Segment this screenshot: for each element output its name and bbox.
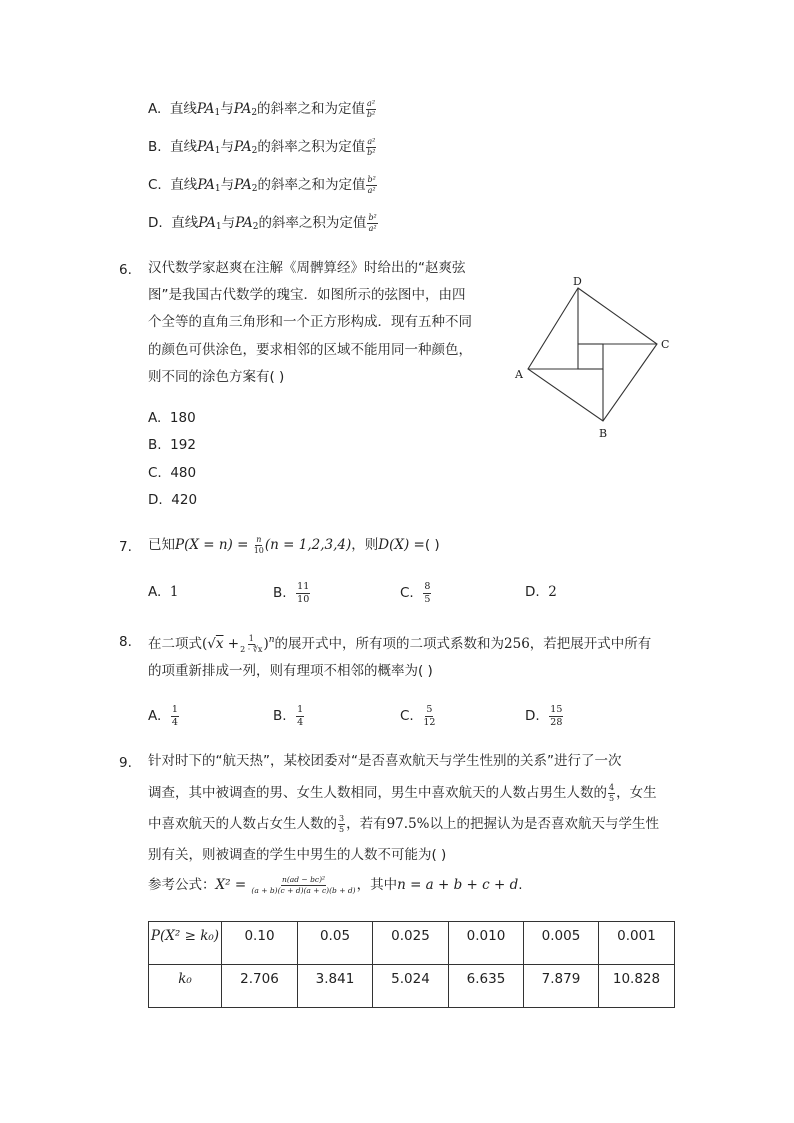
question-text-line: 汉代数学家赵爽在注解《周髀算经》时给出的“赵爽弦 — [148, 260, 466, 276]
reference-formula: 参考公式：X² = $\frac{\text{n(ad − bc)²}}{(a + b)(c + d)(a + c)(b + d)}$ ，其中n = a + b + c + d. — [148, 875, 523, 895]
question-text-line: 则不同的涂色方案有( ) — [148, 369, 285, 385]
question-text-line: 调查，其中被调查的男、女生人数相同，男生中喜欢航天的人数占男生人数的 $\frac{4}{5}$ ，女生 — [148, 782, 657, 803]
fraction: $\frac{\text{a²}}{\text{b²}}$ — [366, 98, 376, 119]
table-cell: 2.706 — [222, 965, 298, 1008]
question-number: 9. — [119, 755, 132, 771]
question-text-line: 个全等的直角三角形和一个正方形构成．现有五种不同 — [148, 314, 472, 330]
fraction: $\frac{3}{5}$ — [339, 813, 345, 834]
q5-option-d[interactable]: D. 直线$PA_1$与$PA_2$的斜率之积为定值 $\frac{\text{b²}}{\text{a²}}$ — [148, 212, 377, 233]
table-cell: 0.05 — [298, 922, 373, 965]
vertex-label-b: B — [599, 427, 608, 440]
table-cell: 3.841 — [298, 965, 373, 1008]
q5-option-b[interactable]: B. 直线$PA_1$与$PA_2$的斜率之积为定值 $\frac{\text{a²}}{\text{b²}}$ — [148, 136, 376, 157]
fraction: $\frac{n}{10}$ — [253, 534, 264, 555]
table-cell: 5.024 — [373, 965, 449, 1008]
fraction: $\frac{4}{5}$ — [609, 782, 615, 803]
table-cell: 0.010 — [449, 922, 524, 965]
table-cell: 0.10 — [222, 922, 298, 965]
q8-option-d[interactable]: D. $\frac{15}{28}$ — [525, 704, 563, 728]
q7-option-c[interactable]: C. $\frac{8}{5}$ — [400, 581, 431, 605]
question-stem-line-2: 的项重新排成一列，则有理项不相邻的概率为( ) — [148, 663, 433, 679]
fraction: $\frac{11}{10}$ — [297, 581, 310, 605]
question-number: 7. — [119, 539, 132, 555]
table-cell: 0.025 — [373, 922, 449, 965]
zhao-shuang-chord-figure — [505, 270, 685, 445]
table-cell: 0.005 — [524, 922, 599, 965]
fraction: $\frac{8}{5}$ — [424, 581, 431, 605]
q7-option-b[interactable]: B. $\frac{11}{10}$ — [273, 581, 310, 605]
q8-option-a[interactable]: A. $\frac{1}{4}$ — [148, 704, 178, 728]
q8-option-c[interactable]: C. $\frac{5}{12}$ — [400, 704, 436, 728]
table-cell: k₀ — [149, 965, 222, 1008]
fraction: $\frac{1}{4}$ — [297, 704, 304, 728]
table-cell: 6.635 — [449, 965, 524, 1008]
q6-option-d[interactable]: D. 420 — [148, 492, 198, 508]
question-stem-line-1: 在二项式(√x + $\frac{1}{2 \cdot ∜x}$ )$^n$的展开式中，所有项的二项式系数和为256，若把展开式中所有 — [148, 633, 652, 654]
q8-option-b[interactable]: B. $\frac{1}{4}$ — [273, 704, 304, 728]
vertex-label-a: A — [515, 368, 523, 381]
question-text-line: 针对时下的“航天热”，某校团委对“是否喜欢航天与学生性别的关系”进行了一次 — [148, 753, 622, 769]
q6-option-c[interactable]: C. 480 — [148, 465, 197, 481]
table-row — [149, 922, 675, 965]
table-cell: P(X² ≥ k₀) — [149, 922, 222, 965]
q7-option-d[interactable]: D. 2 — [525, 584, 557, 600]
question-text-line: 图”是我国古代数学的瑰宝．如图所示的弦图中，由四 — [148, 287, 466, 303]
table-cell: 0.001 — [599, 922, 675, 965]
question-text-line: 中喜欢航天的人数占女生人数的 $\frac{3}{5}$ ，若有97.5%以上的把握认为是否喜欢航天与学生性 — [148, 813, 659, 834]
fraction: $\frac{\text{a²}}{\text{b²}}$ — [367, 136, 376, 157]
critical-value-table — [148, 921, 675, 1008]
q7-option-a[interactable]: A. 1 — [148, 584, 179, 600]
fraction: $\frac{\text{b²}}{\text{a²}}$ — [368, 212, 377, 233]
fraction: $\frac{5}{12}$ — [423, 704, 436, 728]
vertex-label-c: C — [661, 338, 670, 351]
table-row — [149, 965, 675, 1008]
q5-option-c[interactable]: C. 直线$PA_1$与$PA_2$的斜率之和为定值 $\frac{\text{b²}}{\text{a²}}$ — [148, 174, 376, 195]
fraction: $\frac{\text{b²}}{\text{a²}}$ — [367, 174, 376, 195]
question-text-line: 的颜色可供涂色，要求相邻的区域不能用同一种颜色， — [148, 342, 472, 358]
question-text-line: 别有关，则被调查的学生中男生的人数不可能为( ) — [148, 847, 447, 863]
question-number: 6. — [119, 262, 132, 278]
outer-square — [528, 288, 657, 421]
fraction: $\frac{1}{2 \cdot ∜x}$ — [240, 633, 263, 654]
fraction: $\frac{15}{28}$ — [550, 704, 563, 728]
fraction: $\frac{1}{4}$ — [171, 704, 178, 728]
q6-option-a[interactable]: A. 180 — [148, 410, 196, 426]
fraction: $\frac{\text{n(ad − bc)²}}{(a + b)(c + d)(a + c)(b + d)}$ — [251, 875, 356, 895]
inner-square — [578, 344, 603, 369]
question-stem: 已知P(X = n) = $\frac{n}{10}$ (n = 1,2,3,4)，则D(X) =( ) — [148, 534, 440, 555]
q5-option-a[interactable]: A. 直线$PA_1$与$PA_2$的斜率之和为定值 $\frac{\text{a²}}{\text{b²}}$ — [148, 98, 376, 119]
vertex-label-d: D — [573, 275, 582, 288]
question-number: 8. — [119, 634, 132, 650]
table-cell: 10.828 — [599, 965, 675, 1008]
q6-option-b[interactable]: B. 192 — [148, 437, 196, 453]
table-cell: 7.879 — [524, 965, 599, 1008]
